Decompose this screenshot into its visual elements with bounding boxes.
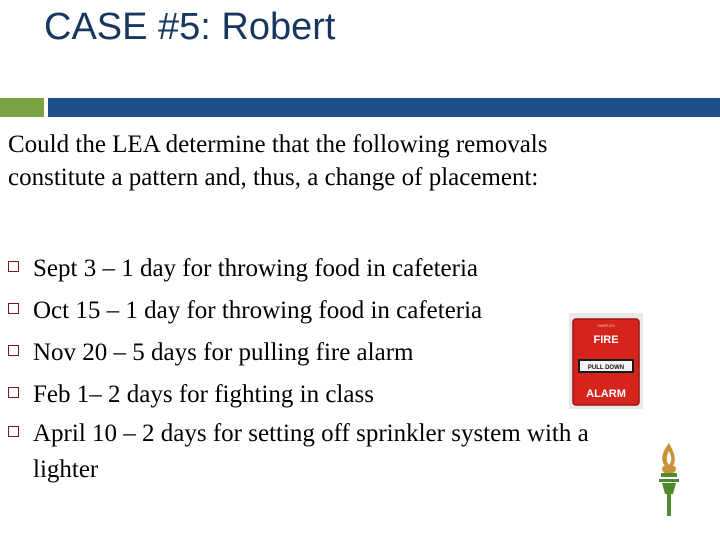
list-item-text: April 10 – 2 days for setting off sprinkler system with a lighter — [33, 420, 589, 483]
fire-alarm-image — [569, 313, 643, 409]
list-item — [0, 248, 700, 290]
alarm-bottom-text: ALARM — [586, 388, 626, 400]
svg-text:SIMPLEX: SIMPLEX — [597, 323, 615, 328]
torch-logo-icon — [652, 440, 686, 518]
square-bullet-icon — [8, 303, 19, 314]
list-item — [0, 416, 633, 488]
list-item-text: Sept 3 – 1 day for throwing food in cafeteria — [33, 255, 479, 282]
slide-title: CASE #5: Robert — [44, 6, 336, 48]
intro-line: Could the LEA determine that the following removals — [8, 131, 548, 158]
alarm-top-text: FIRE — [593, 334, 619, 346]
square-bullet-icon — [8, 345, 19, 356]
list-item-text: Nov 20 – 5 days for pulling fire alarm — [33, 339, 414, 366]
square-bullet-icon — [8, 261, 19, 272]
title-rule-blue — [48, 98, 720, 117]
title-rule-green — [0, 98, 44, 117]
intro-line: constitute a pattern and, thus, a change of placement: — [8, 164, 539, 191]
intro-paragraph — [8, 128, 708, 194]
list-item-text: Oct 15 – 1 day for throwing food in cafeteria — [33, 297, 483, 324]
square-bullet-icon — [8, 387, 19, 398]
square-bullet-icon — [8, 426, 19, 437]
list-item-text: Feb 1– 2 days for fighting in class — [33, 381, 374, 408]
alarm-handle-text: PULL DOWN — [587, 365, 625, 371]
